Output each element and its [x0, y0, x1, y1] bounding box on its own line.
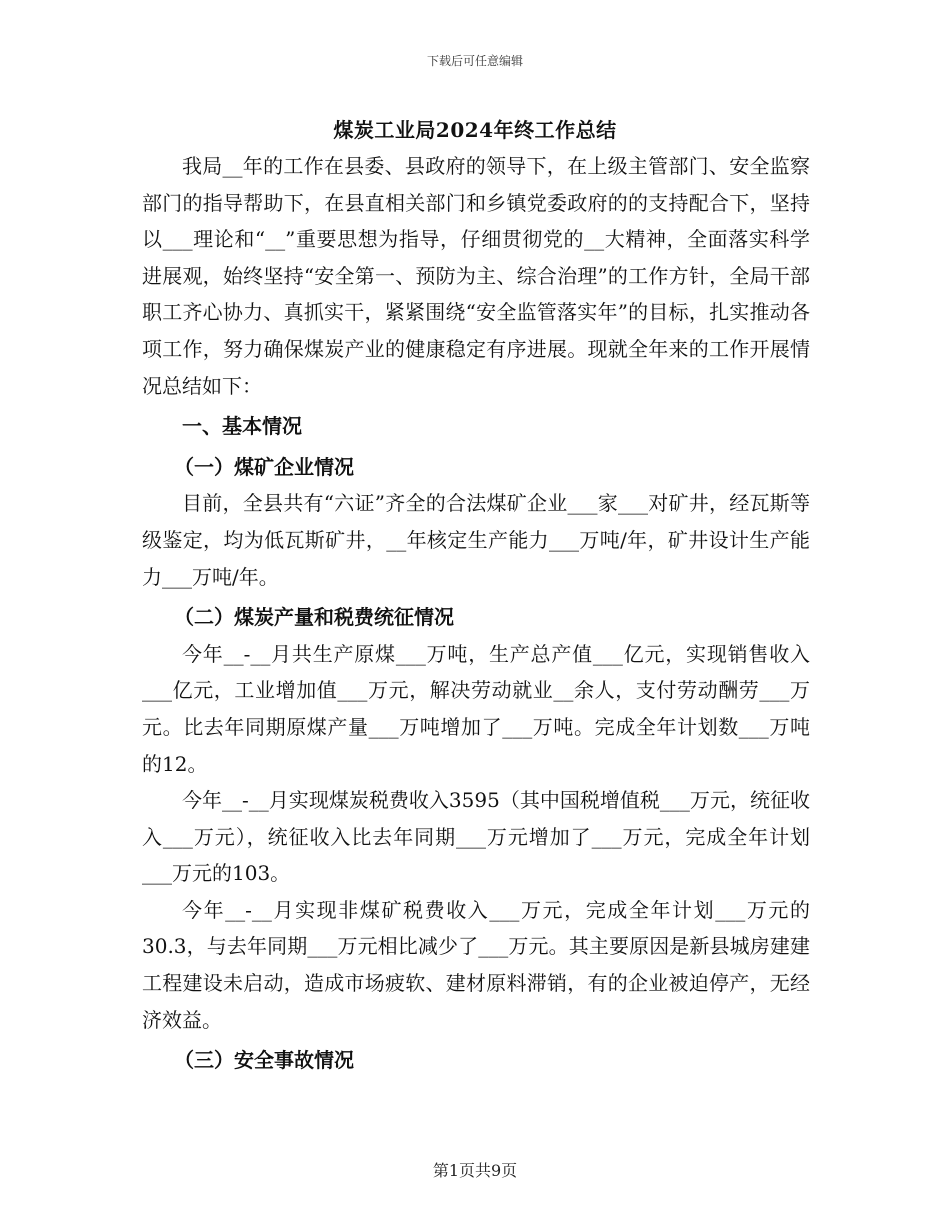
- page-header: 下载后可任意编辑: [426, 54, 523, 68]
- intro-paragraph: 我局__年的工作在县委、县政府的领导下，在上级主管部门、安全监察部门的指导帮助下，在县直相关部门和乡镇党委政府的的支持配合下，坚持以___理论和“__”重要思想为指导，仔细贯彻党的__大精神，全面落实科学进展观，始终坚持“安全第一、预防为主、综合治理”的工作方针，全局干部职工齐心协力、真抓实干，紧紧围绕“安全监管落实年”的目标，扎实推动各项工作，努力确保煤炭产业的健康稳定有序进展。现就全年来的工作开展情况总结如下：: [142, 154, 810, 398]
- coal-tax-paragraph: 今年__-__月实现煤炭税费收入3595（其中国税增值税___万元，统征收入___万元），统征收入比去年同期___万元增加了___万元，完成全年计划___万元的103。: [142, 788, 810, 886]
- output-paragraph: 今年__-__月共生产原煤___万吨，生产总产值___亿元，实现销售收入___亿元，工业增加值___万元，解决劳动就业__余人，支付劳动酬劳___万元。比去年同期原煤产量___万吨增加了___万吨。完成全年计划数___万吨的12。: [142, 641, 810, 776]
- document-body: [142, 148, 810, 1079]
- document-title: 煤炭工业局2024年终工作总结: [333, 118, 617, 142]
- mines-paragraph: 目前，全县共有“六证”齐全的合法煤矿企业___家___对矿井，经瓦斯等级鉴定，均为低瓦斯矿井，__年核定生产能力___万吨/年，矿井设计生产能力___万吨/年。: [142, 491, 810, 589]
- subsection-heading-safety: （三）安全事故情况: [174, 1048, 354, 1073]
- non-coal-tax-paragraph: 今年__-__月实现非煤矿税费收入___万元，完成全年计划___万元的30.3，与去年同期___万元相比减少了___万元。其主要原因是新县城房建建工程建设未启动，造成市场疲软、建材原料滞销，有的企业被迫停产，无经济效益。: [142, 897, 810, 1032]
- subsection-heading-mines: （一）煤矿企业情况: [174, 454, 354, 479]
- subsection-heading-output-tax: （二）煤炭产量和税费统征情况: [174, 605, 454, 630]
- section-heading-basic: 一、基本情况: [182, 414, 302, 439]
- page-footer: 第1页共9页: [432, 1161, 518, 1180]
